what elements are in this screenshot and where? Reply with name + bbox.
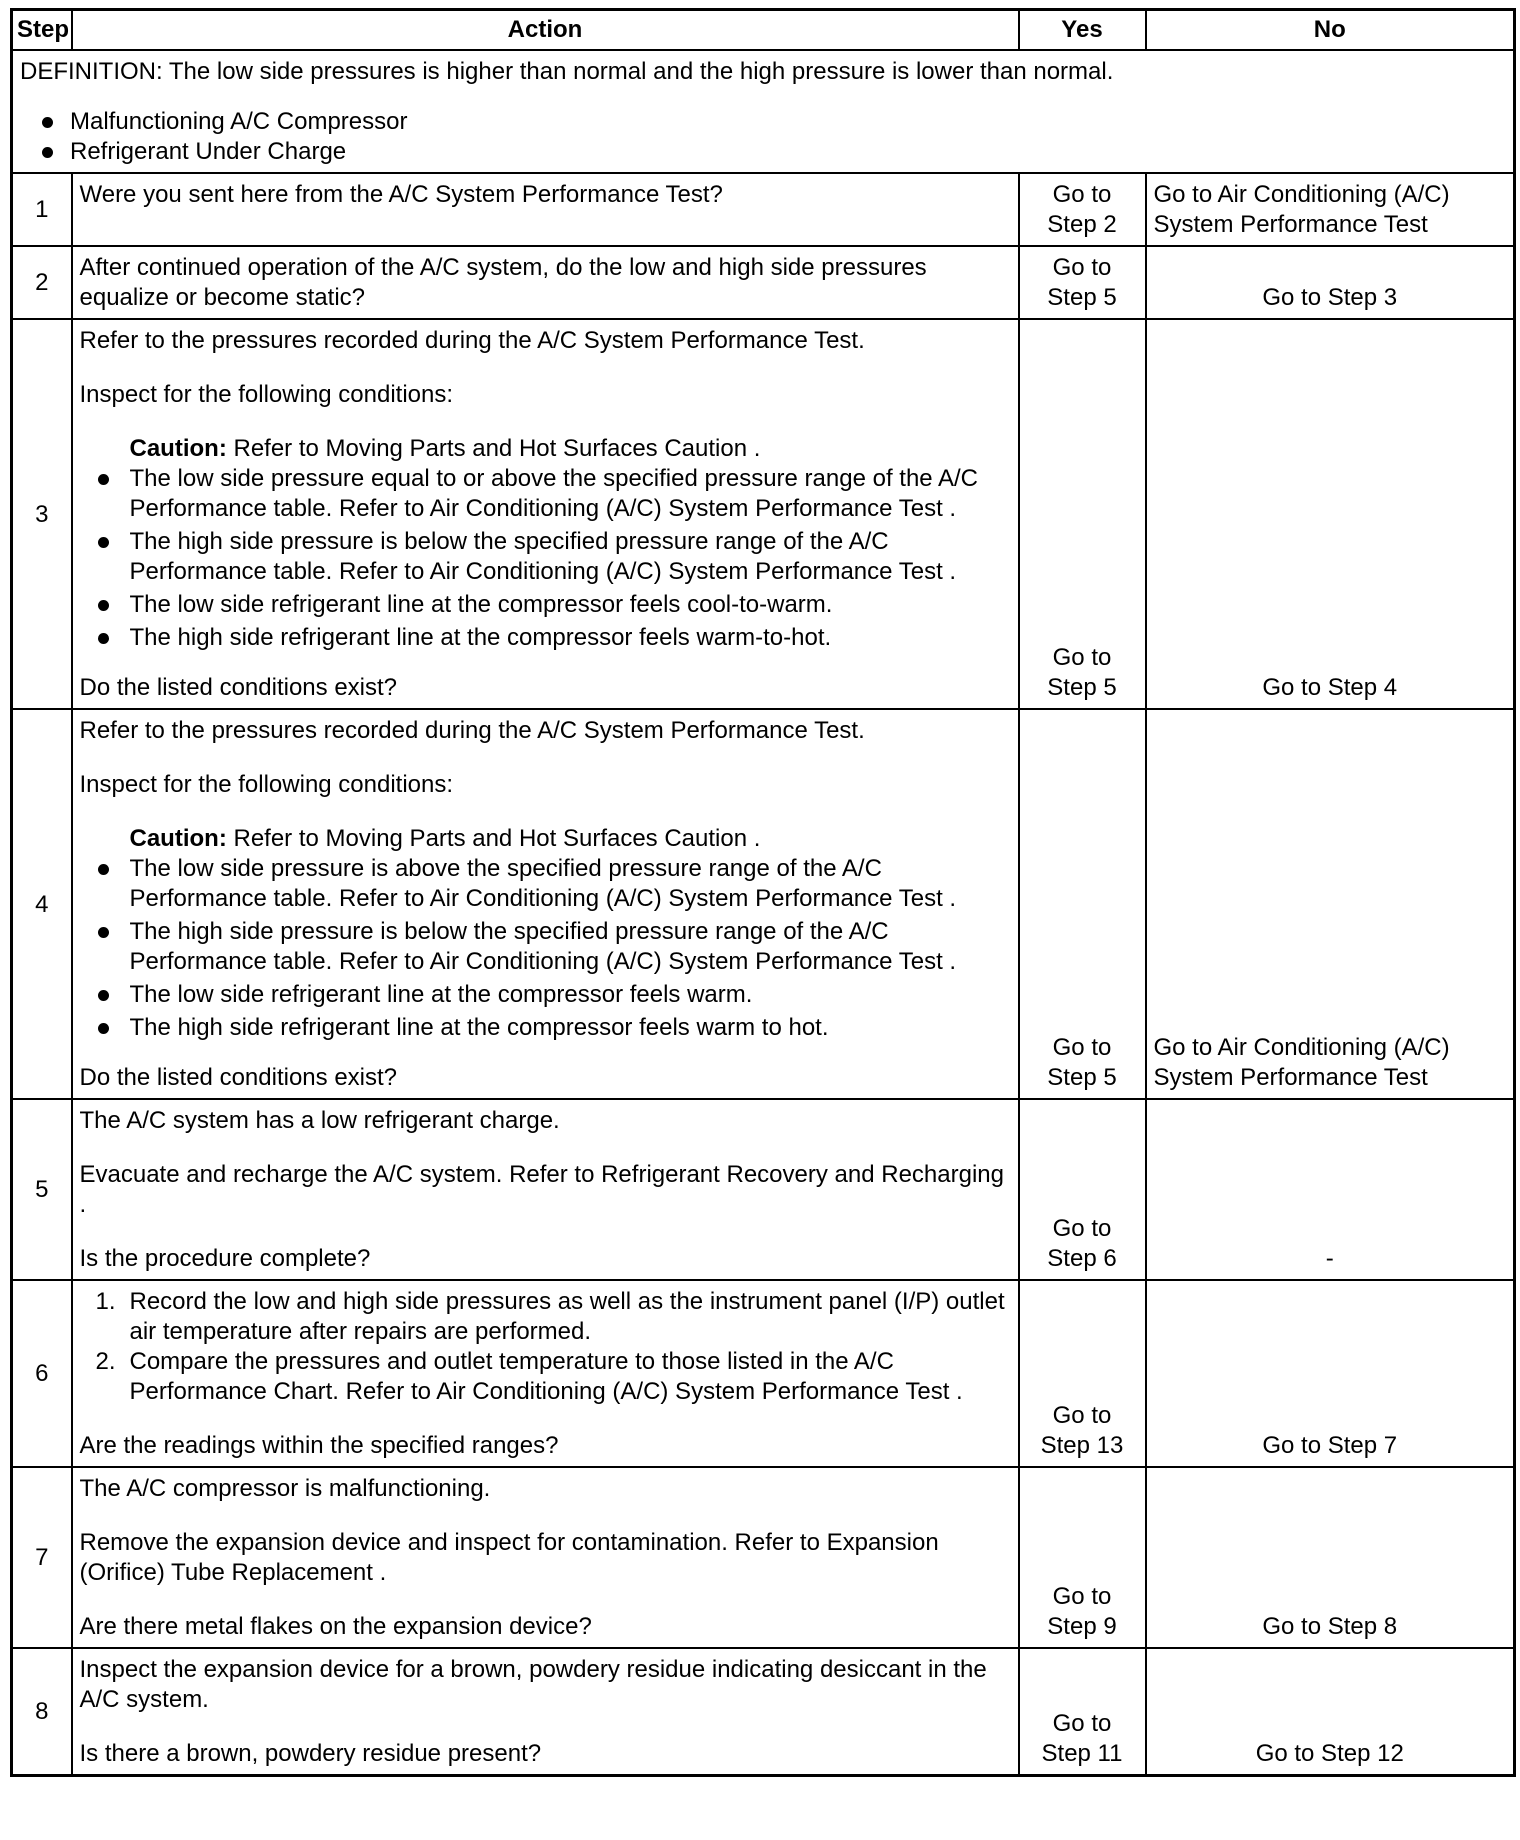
yes-line: Go to [1052, 1402, 1112, 1429]
no-cell[interactable] [1146, 709, 1515, 1099]
action-cell [72, 709, 1019, 1099]
no-line: Go to Air Conditioning (A/C) [1153, 181, 1450, 208]
table-row [12, 709, 1515, 1099]
list-item: The low side refrigerant line at the compressor feels warm. [80, 980, 1011, 1010]
no-line: Go to Step 8 [1262, 1613, 1398, 1640]
action-cell [72, 1099, 1019, 1280]
yes-cell[interactable] [1019, 1467, 1146, 1648]
list-item: The high side refrigerant line at the compressor feels warm-to-hot. [80, 623, 1011, 653]
header-step: Step [12, 10, 72, 51]
caution-note [80, 434, 1011, 464]
item-text: Record the low and high side pressures as well as the instrument panel (I/P) outlet air temperature after repairs are performed. [129, 1288, 1005, 1345]
yes-cell[interactable] [1019, 246, 1146, 319]
list-item: The high side pressure is below the specified pressure range of the A/C Performance table. Refer to Air Conditioning (A/C) System Performance Test . [80, 917, 1011, 977]
yes-line: Step 5 [1047, 1064, 1117, 1091]
list-item: The low side refrigerant line at the compressor feels cool-to-warm. [80, 590, 1011, 620]
procedure-list [80, 1287, 1011, 1407]
action-cell [72, 1648, 1019, 1776]
yes-cell[interactable] [1019, 1648, 1146, 1776]
action-cell [72, 246, 1019, 319]
no-cell[interactable] [1146, 246, 1515, 319]
yes-line: Go to [1052, 181, 1112, 208]
no-cell[interactable] [1146, 1467, 1515, 1648]
condition-list [80, 854, 1011, 1043]
step-number: 2 [12, 246, 72, 319]
yes-line: Go to [1052, 1583, 1112, 1610]
no-line: - [1325, 1245, 1334, 1272]
paragraph: Inspect for the following conditions: [79, 381, 454, 408]
paragraph: The A/C compressor is malfunctioning. [79, 1475, 491, 1502]
definition-cell [12, 50, 1515, 173]
question-text: Are there metal flakes on the expansion device? [79, 1613, 592, 1640]
yes-line: Step 9 [1047, 1613, 1117, 1640]
list-item: The low side pressure equal to or above the specified pressure range of the A/C Performance table. Refer to Air Conditioning (A/C) System Performance Test . [80, 464, 1011, 524]
table-row [12, 1467, 1515, 1648]
no-line: Go to Step 3 [1262, 284, 1398, 311]
list-item: The high side pressure is below the specified pressure range of the A/C Performance table. Refer to Air Conditioning (A/C) System Performance Test . [80, 527, 1011, 587]
step-number: 5 [12, 1099, 72, 1280]
paragraph: Refer to the pressures recorded during the A/C System Performance Test. [79, 717, 865, 744]
yes-cell[interactable] [1019, 173, 1146, 246]
table-row [12, 1648, 1515, 1776]
list-item [80, 1347, 1011, 1407]
no-line: System Performance Test [1153, 1064, 1428, 1091]
definition-text: DEFINITION: The low side pressures is higher than normal and the high pressure is lower than normal. [20, 58, 1114, 85]
no-cell[interactable] [1146, 173, 1515, 246]
yes-line: Go to [1052, 254, 1112, 281]
list-item [80, 1287, 1011, 1347]
yes-line: Step 6 [1047, 1245, 1117, 1272]
question-text: Were you sent here from the A/C System Performance Test? [79, 181, 723, 208]
caution-note [80, 824, 1011, 854]
paragraph: Inspect for the following conditions: [79, 771, 454, 798]
header-row [12, 10, 1515, 51]
yes-line: Go to [1052, 1034, 1112, 1061]
no-line: Go to Air Conditioning (A/C) [1153, 1034, 1450, 1061]
action-cell [72, 1280, 1019, 1467]
paragraph: Remove the expansion device and inspect for contamination. Refer to Expansion (Orifice) Tube Replacement . [79, 1529, 939, 1586]
step-number: 1 [12, 173, 72, 246]
yes-cell[interactable] [1019, 709, 1146, 1099]
no-cell[interactable] [1146, 319, 1515, 709]
yes-line: Go to [1052, 1710, 1112, 1737]
no-cell[interactable] [1146, 1099, 1515, 1280]
paragraph: Inspect the expansion device for a brown, powdery residue indicating desiccant in the A/C system. [79, 1656, 987, 1713]
action-cell [72, 1467, 1019, 1648]
yes-cell[interactable] [1019, 319, 1146, 709]
list-item: The low side pressure is above the specified pressure range of the A/C Performance table. Refer to Air Conditioning (A/C) System Performance Test . [80, 854, 1011, 914]
table-row [12, 173, 1515, 246]
caution-label: Caution: [129, 435, 227, 462]
list-item: Refrigerant Under Charge [20, 137, 1506, 167]
header-action: Action [72, 10, 1019, 51]
question-text: After continued operation of the A/C system, do the low and high side pressures equalize or become static? [79, 254, 927, 311]
no-line: Go to Step 4 [1262, 674, 1398, 701]
step-number: 8 [12, 1648, 72, 1776]
yes-line: Go to [1052, 1215, 1112, 1242]
no-cell[interactable] [1146, 1648, 1515, 1776]
header-yes: Yes [1019, 10, 1146, 51]
table-row [12, 319, 1515, 709]
diagnostic-page [10, 8, 1514, 1777]
question-text: Do the listed conditions exist? [79, 1064, 398, 1091]
no-cell[interactable] [1146, 1280, 1515, 1467]
header-no: No [1146, 10, 1515, 51]
item-number: 2. [95, 1348, 116, 1375]
item-text: Compare the pressures and outlet temperature to those listed in the A/C Performance Chart. Refer to Air Conditioning (A/C) System Performance Test . [129, 1348, 963, 1405]
no-line: Go to Step 12 [1255, 1740, 1404, 1767]
yes-line: Step 2 [1047, 211, 1117, 238]
no-line: Go to Step 7 [1262, 1432, 1398, 1459]
paragraph: Refer to the pressures recorded during the A/C System Performance Test. [79, 327, 865, 354]
question-text: Are the readings within the specified ranges? [79, 1432, 559, 1459]
yes-line: Step 5 [1047, 284, 1117, 311]
list-item: Malfunctioning A/C Compressor [20, 107, 1506, 137]
table-row [12, 246, 1515, 319]
condition-list [80, 464, 1011, 653]
question-text: Do the listed conditions exist? [79, 674, 398, 701]
step-number: 3 [12, 319, 72, 709]
caution-text: Refer to Moving Parts and Hot Surfaces Caution . [226, 825, 761, 852]
yes-line: Step 5 [1047, 674, 1117, 701]
yes-line: Step 13 [1040, 1432, 1124, 1459]
step-number: 6 [12, 1280, 72, 1467]
diagnostic-table [10, 8, 1516, 1777]
paragraph: Evacuate and recharge the A/C system. Refer to Refrigerant Recovery and Recharging . [79, 1161, 1004, 1218]
list-item: The high side refrigerant line at the compressor feels warm to hot. [80, 1013, 1011, 1043]
definition-row [12, 50, 1515, 173]
question-text: Is the procedure complete? [79, 1245, 371, 1272]
table-row [12, 1099, 1515, 1280]
no-line: System Performance Test [1153, 211, 1428, 238]
table-row [12, 1280, 1515, 1467]
paragraph: The A/C system has a low refrigerant charge. [79, 1107, 560, 1134]
action-cell [72, 319, 1019, 709]
item-number: 1. [95, 1288, 116, 1315]
caution-text: Refer to Moving Parts and Hot Surfaces Caution . [226, 435, 761, 462]
definition-bullets [20, 107, 1506, 167]
yes-line: Go to [1052, 644, 1112, 671]
step-number: 4 [12, 709, 72, 1099]
yes-line: Step 11 [1041, 1740, 1123, 1767]
yes-cell[interactable] [1019, 1280, 1146, 1467]
action-cell [72, 173, 1019, 246]
yes-cell[interactable] [1019, 1099, 1146, 1280]
step-number: 7 [12, 1467, 72, 1648]
caution-label: Caution: [129, 825, 227, 852]
question-text: Is there a brown, powdery residue present? [79, 1740, 542, 1767]
